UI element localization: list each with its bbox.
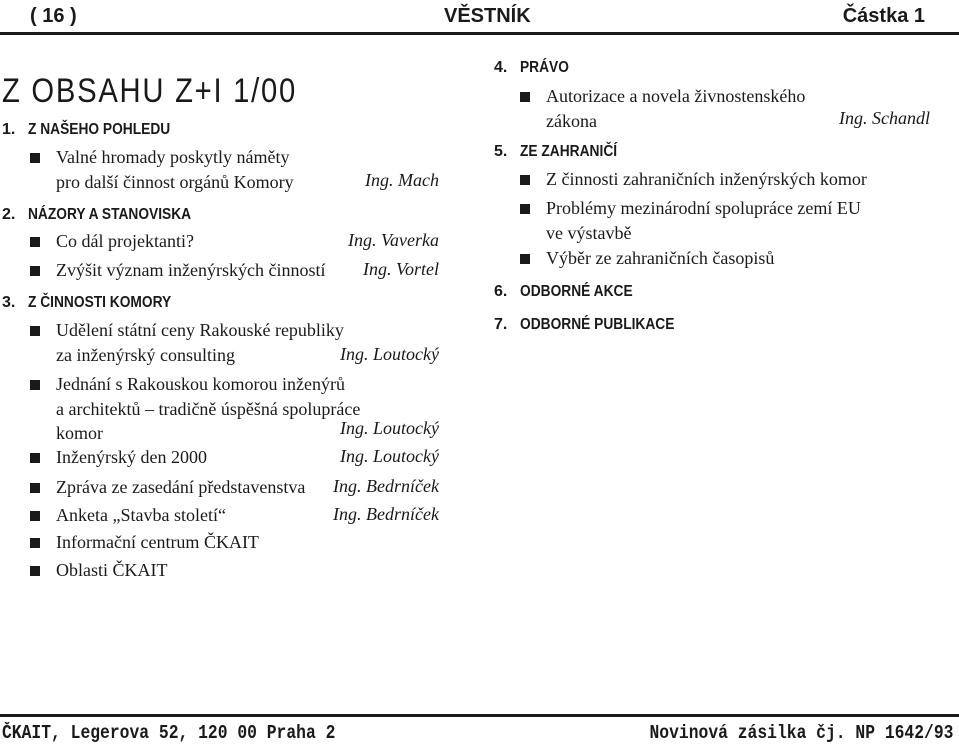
item-text: pro další činnost orgánů Komory — [56, 171, 294, 192]
item-text: Anketa „Stavba století“ — [56, 505, 226, 525]
author: Ing. Bedrníček — [333, 476, 439, 496]
section-heading-3 — [2, 294, 195, 312]
footer-postal-note: Novinová zásilka čj. NP 1642/93 — [649, 722, 953, 744]
section-title: ODBORNÉ PUBLIKACE — [520, 316, 675, 333]
section-number: 2. — [2, 206, 16, 223]
item-text: komor — [56, 423, 103, 443]
journal-title: VĚSTNÍK — [444, 5, 531, 27]
section-title: Z ČINNOSTI KOMORY — [28, 294, 172, 311]
section-heading-1 — [2, 121, 193, 139]
item-text: Informační centrum ČKAIT — [56, 532, 259, 552]
item-text: Co dál projektanti? — [56, 231, 194, 251]
item-text: Autorizace a novela živnostenského — [546, 86, 806, 106]
bullet-square-icon — [520, 175, 530, 185]
item-text: Výběr ze zahraničních časopisů — [546, 248, 775, 268]
bullet-square-icon — [520, 92, 530, 102]
item-text: a architektů – tradičně úspěšná spolupráce — [56, 398, 361, 419]
author: Ing. Loutocký — [340, 418, 439, 438]
bullet-square-icon — [30, 380, 40, 390]
item-text: Oblasti ČKAIT — [56, 560, 168, 580]
bullet-square-icon — [30, 453, 40, 463]
item-text: za inženýrský consulting — [56, 344, 235, 365]
author: Ing. Bedrníček — [333, 504, 439, 524]
section-title: ODBORNÉ AKCE — [520, 283, 633, 300]
item-text: Zpráva ze zasedání představenstva — [56, 477, 306, 497]
section-number: 1. — [2, 121, 16, 138]
bullet-square-icon — [520, 204, 530, 214]
section-title: NÁZORY A STANOVISKA — [28, 206, 192, 223]
header-rule — [0, 32, 959, 35]
bullet-square-icon — [30, 511, 40, 521]
item-text: zákona — [546, 110, 597, 131]
item-text: Inženýrský den 2000 — [56, 447, 207, 467]
bullet-square-icon — [30, 266, 40, 276]
section-heading-5 — [494, 143, 633, 161]
item-text: Z činnosti zahraničních inženýrských komor — [546, 169, 867, 189]
section-title: Z NAŠEHO POHLEDU — [28, 121, 171, 138]
section-title: PRÁVO — [520, 59, 569, 76]
author: Ing. Schandl — [839, 108, 930, 128]
item-text: ve výstavbě — [546, 222, 632, 243]
section-heading-2 — [2, 206, 218, 224]
section-heading-4 — [494, 59, 577, 77]
footer-rule — [0, 714, 959, 717]
item-text: Zvýšit význam inženýrských činností — [56, 260, 326, 280]
bullet-square-icon — [30, 566, 40, 576]
section-title: ZE ZAHRANIČÍ — [520, 143, 618, 160]
author: Ing. Vaverka — [348, 230, 439, 250]
bullet-square-icon — [520, 254, 530, 264]
bullet-square-icon — [30, 153, 40, 163]
section-number: 5. — [494, 143, 508, 160]
item-text: Valné hromady poskytly náměty — [56, 147, 290, 167]
page-header — [0, 0, 959, 34]
footer-address: ČKAIT, Legerova 52, 120 00 Praha 2 — [2, 722, 336, 744]
section-number: 3. — [2, 294, 16, 311]
bullet-square-icon — [30, 326, 40, 336]
author: Ing. Loutocký — [340, 446, 439, 466]
item-text: Problémy mezinárodní spolupráce zemí EU — [546, 198, 861, 218]
bullet-square-icon — [30, 237, 40, 247]
contents-title: Z OBSAHU Z+I 1/00 — [2, 72, 297, 110]
author: Ing. Mach — [365, 170, 439, 190]
bullet-square-icon — [30, 538, 40, 548]
section-heading-6 — [494, 283, 651, 301]
page-number: ( 16 ) — [30, 5, 77, 27]
author: Ing. Vortel — [363, 259, 439, 279]
bullet-square-icon — [30, 483, 40, 493]
section-number: 4. — [494, 59, 508, 76]
section-number: 7. — [494, 316, 508, 333]
section-number: 6. — [494, 283, 508, 300]
section-heading-7 — [494, 316, 700, 334]
item-text: Jednání s Rakouskou komorou inženýrů — [56, 374, 345, 394]
author: Ing. Loutocký — [340, 344, 439, 364]
issue-label: Částka 1 — [842, 5, 925, 27]
page-footer — [0, 714, 959, 745]
item-text: Udělení státní ceny Rakouské republiky — [56, 320, 344, 340]
